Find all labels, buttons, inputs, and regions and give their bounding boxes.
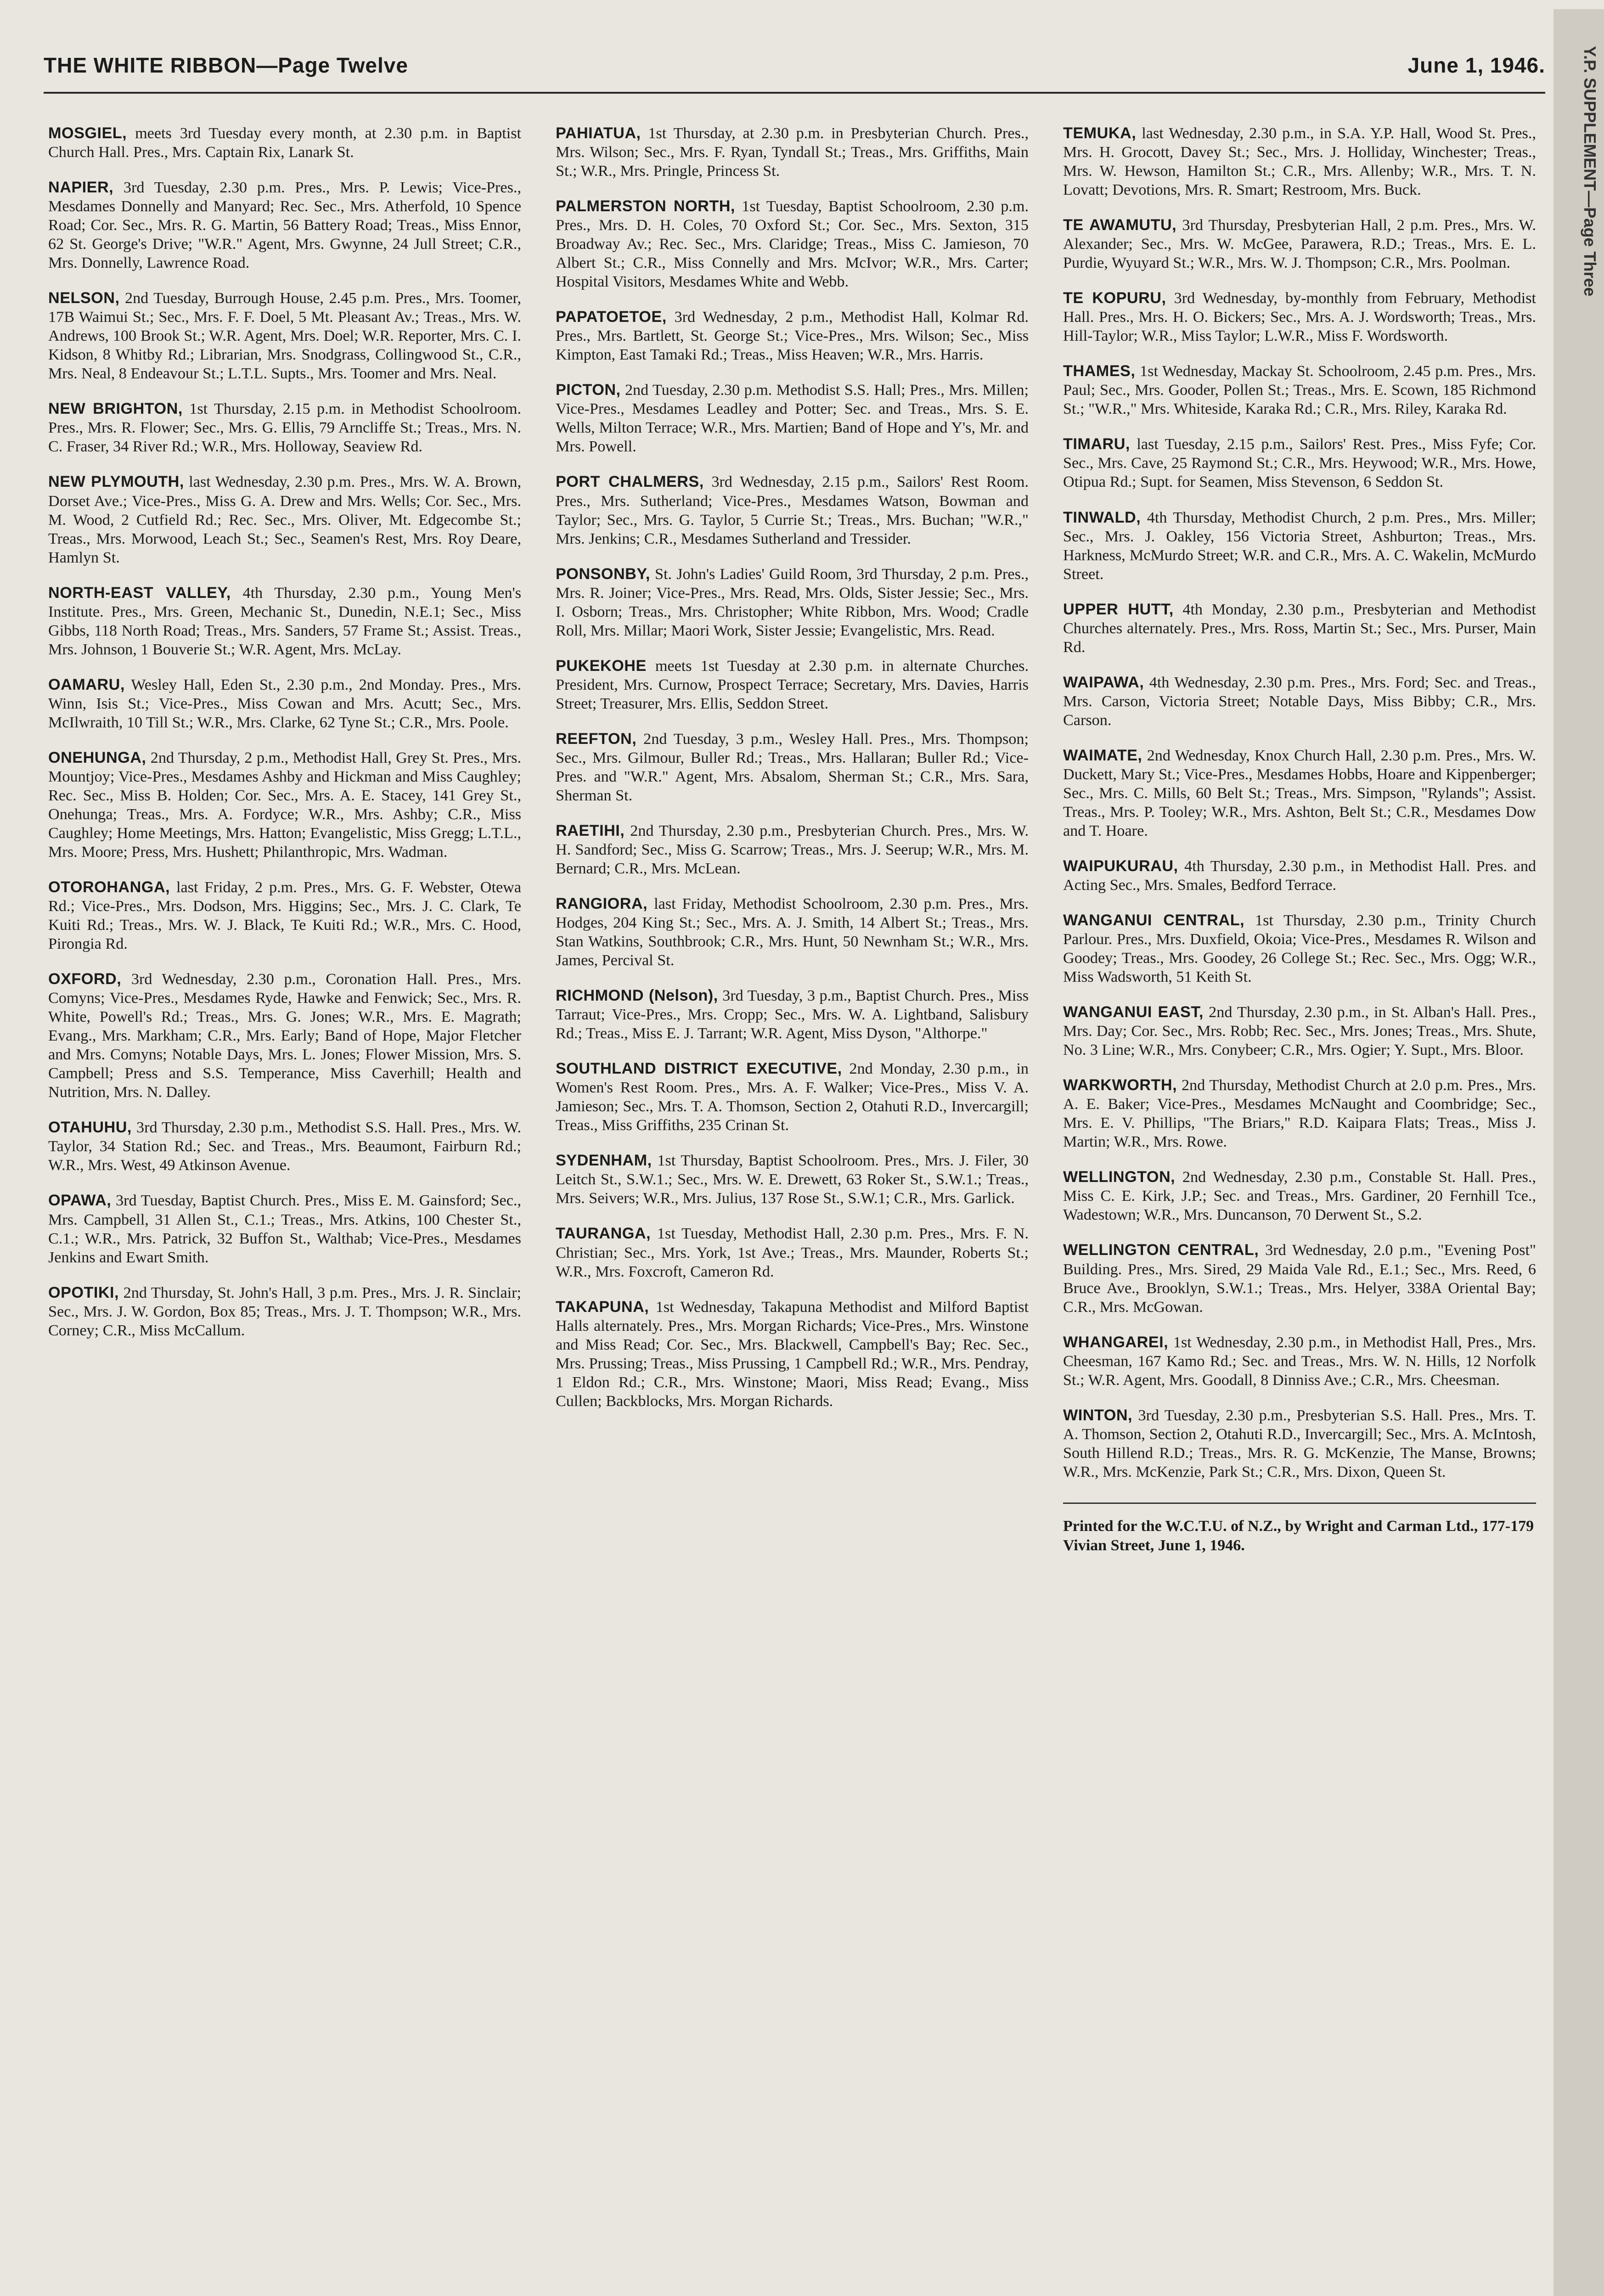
branch-name: TINWALD,	[1063, 508, 1141, 526]
branch-entry	[48, 1283, 521, 1340]
branch-entry	[48, 1191, 521, 1266]
branch-details: 1st Wednesday, 2.30 p.m., in Methodist Hall, Pres., Mrs. Cheesman, 167 Kamo Rd.; Sec. and Treas., Mrs. W. N. Hills, 12 Norfolk St.; W.R. Agent, Mrs. Goodall, 8 Dinniss Ave.; C.R., Mrs. Cheesman.	[1063, 1334, 1536, 1389]
branch-entry	[1063, 1003, 1536, 1059]
branch-name: PAHIATUA,	[556, 124, 641, 142]
branch-details: 2nd Thursday, 2.30 p.m., Presbyterian Church. Pres., Mrs. W. H. Sandford; Sec., Miss G. Scarrow; Treas., Mrs. J. Seerup; W.R., Mrs. M. Bernard; C.R., Mrs. McLean.	[556, 822, 1029, 877]
branch-name: TIMARU,	[1063, 435, 1130, 453]
branch-name: WELLINGTON,	[1063, 1168, 1176, 1186]
branch-entry	[48, 473, 521, 567]
printer-footer: Printed for the W.C.T.U. of N.Z., by Wright and Carman Ltd., 177-179 Vivian Street, June 1, 1946.	[1063, 1503, 1536, 1556]
branch-entry	[1063, 362, 1536, 418]
page-header	[44, 44, 1545, 94]
branch-details: 3rd Thursday, Presbyterian Hall, 2 p.m. Pres., Mrs. W. Alexander; Sec., Mrs. W. McGee, Parawera, R.D.; Treas., Mrs. E. L. Purdie, Wyuyard St.; W.R., Mrs. W. J. Thompson; C.R., Mrs. Poolman.	[1063, 217, 1536, 272]
branch-details: 1st Wednesday, Takapuna Methodist and Milford Baptist Halls alternately. Pres., Mrs. Morgan Richards; Vice-Pres., Mrs. Winstone and Miss Read; Cor. Sec., Mrs. Blackwell, Campbell's Bay; Rec. Sec., Mrs. Prussing; Treas., Miss Prussing, 1 Campbell Rd.; W.R., Mrs. Pendray, 1 Eldon Rd.; C.R., Mrs. Winstone; Maori, Miss Read; Evang., Miss Cullen; Backblocks, Mrs. Morgan Richards.	[556, 1298, 1029, 1410]
branch-details: 1st Tuesday, Methodist Hall, 2.30 p.m. Pres., Mrs. F. N. Christian; Sec., Mrs. York, 1st Ave.; Treas., Mrs. Maunder, Roberts St.; W.R., Mrs. Foxcroft, Cameron Rd.	[556, 1225, 1029, 1280]
branch-name: PALMERSTON NORTH,	[556, 197, 735, 215]
branch-details: 3rd Tuesday, 2.30 p.m. Pres., Mrs. P. Lewis; Vice-Pres., Mesdames Donnelly and Manyard; Rec. Sec., Mrs. Atherfold, 10 Spence Road; Cor. Sec., Mrs. R. G. Martin, 56 Battery Road; Treas., Miss Ennor, 62 St. George's Drive; "W.R." Agent, Mrs. Gwynne, 24 Jull Street; C.R., Mrs. Donnelly, Lawrence Road.	[48, 179, 521, 272]
branch-entry	[556, 986, 1029, 1043]
branch-details: 1st Thursday, 2.30 p.m., Trinity Church Parlour. Pres., Mrs. Duxfield, Okoia; Vice-Pres., Mesdames R. Wilson and Goodey; Treas., Mrs. Goodey, 26 College St.; Rec. Sec., Mrs. Ogg; W.R., Miss Wadsworth, 51 Keith St.	[1063, 912, 1536, 986]
column-3	[1063, 124, 1536, 2296]
branch-name: PORT CHALMERS,	[556, 473, 704, 491]
branch-entry	[1063, 1241, 1536, 1316]
branch-entry	[1063, 857, 1536, 895]
branch-name: WINTON,	[1063, 1406, 1133, 1424]
branch-name: WAIMATE,	[1063, 746, 1142, 764]
branch-entry	[1063, 1406, 1536, 1481]
branch-details: last Friday, Methodist Schoolroom, 2.30 p.m. Pres., Mrs. Hodges, 204 King St.; Sec., Mrs. A. J. Smith, 14 Albert St.; Treas., Mrs. Stan Watkins, Southbrook; C.R., Mrs. Hunt, 50 Newnham St.; W.R., Mrs. James, Percival St.	[556, 895, 1029, 969]
branch-entry	[556, 1298, 1029, 1411]
branch-details: 2nd Wednesday, Knox Church Hall, 2.30 p.m. Pres., Mrs. W. Duckett, Mary St.; Vice-Pres., Mesdames Hobbs, Hoare and Kippenberger; Sec., Mrs. C. Mills, 60 Belt St.; Treas., Mrs. Simpson, "Rylands"; Assist. Treas., Mrs. P. Tooley; W.R., Mrs. Ashton, Belt St.; C.R., Mesdames Dow and T. Hoare.	[1063, 747, 1536, 839]
branch-details: 1st Wednesday, Mackay St. Schoolroom, 2.45 p.m. Pres., Mrs. Paul; Sec., Mrs. Gooder, Pollen St.; Treas., Mrs. E. Scown, 185 Richmond St.; "W.R.," Mrs. Whiteside, Karaka Rd.; C.R., Mrs. Riley, Karaka Rd.	[1063, 363, 1536, 418]
branch-entry	[556, 1151, 1029, 1208]
side-strip	[1553, 9, 1604, 2296]
branch-name: PONSONBY,	[556, 565, 650, 583]
branch-entry	[556, 197, 1029, 291]
branch-name: WANGANUI EAST,	[1063, 1003, 1204, 1021]
branch-entry	[1063, 124, 1536, 199]
branch-details: Wesley Hall, Eden St., 2.30 p.m., 2nd Monday. Pres., Mrs. Winn, Isis St.; Vice-Pres., Miss Cowan and Mrs. Acutt; Sec., Mrs. McIlwraith, 10 Till St.; W.R., Mrs. Clarke, 62 Tyne St.; C.R., Mrs. Poole.	[48, 676, 521, 731]
branch-name: WHANGAREI,	[1063, 1333, 1169, 1351]
branch-name: WARKWORTH,	[1063, 1076, 1177, 1094]
branch-details: last Tuesday, 2.15 p.m., Sailors' Rest. Pres., Miss Fyfe; Cor. Sec., Mrs. Cave, 25 Raymond St.; C.R., Mrs. Heywood; W.R., Mrs. Howe, Otipua Rd.; Supt. for Seamen, Miss Stevenson, 6 Seddon St.	[1063, 436, 1536, 491]
branch-entry	[556, 1059, 1029, 1135]
branch-name: NELSON,	[48, 289, 120, 307]
column-2	[556, 124, 1029, 2296]
branch-name: RICHMOND (Nelson),	[556, 987, 718, 1005]
branch-name: SYDENHAM,	[556, 1152, 652, 1170]
branch-name: OAMARU,	[48, 675, 125, 693]
branch-details: last Wednesday, 2.30 p.m. Pres., Mrs. W. A. Brown, Dorset Ave.; Vice-Pres., Miss G. A. Drew and Mrs. Wells; Cor. Sec., Mrs. M. Wood, 2 Cutfield Rd.; Rec. Sec., Mrs. Oliver, Mt. Edgecombe St.; Treas., Mrs. Morwood, Leach St.; Sec., Seamen's Rest, Mrs. Roy Deare, Hamlyn St.	[48, 473, 521, 566]
branch-entry	[48, 400, 521, 456]
branch-name: THAMES,	[1063, 362, 1136, 380]
branch-details: last Friday, 2 p.m. Pres., Mrs. G. F. Webster, Otewa Rd.; Vice-Pres., Mrs. Dodson, Mrs. Higgins; Sec., Mrs. J. C. Clark, Te Kuiti Rd.; Treas., Mrs. W. J. Black, Te Kuiti Rd.; W.R., Mrs. C. Hood, Pirongia Rd.	[48, 879, 521, 953]
branch-entry	[1063, 289, 1536, 345]
branch-entry	[48, 178, 521, 272]
branch-entry	[48, 289, 521, 383]
branch-details: 2nd Thursday, St. John's Hall, 3 p.m. Pres., Mrs. J. R. Sinclair; Sec., Mrs. J. W. Gordon, Box 85; Treas., Mrs. J. T. Thompson; W.R., Mrs. Corney; C.R., Miss McCallum.	[48, 1284, 521, 1339]
branch-name: OXFORD,	[48, 970, 122, 988]
side-label: Y.P. SUPPLEMENT—Page Three	[1581, 46, 1599, 297]
branch-entry	[48, 675, 521, 732]
branch-details: 2nd Tuesday, 3 p.m., Wesley Hall. Pres., Mrs. Thompson; Sec., Mrs. Gilmour, Buller Rd.; Treas., Mrs. Hallaran; Buller Rd.; Vice-Pres. and "W.R." Agent, Mrs. Absalom, Sherman St.; C.R., Mrs. Sara, Sherman St.	[556, 730, 1029, 804]
branch-entry	[1063, 1168, 1536, 1224]
branch-name: NEW PLYMOUTH,	[48, 473, 184, 491]
branch-entry	[1063, 911, 1536, 986]
branch-entry	[48, 970, 521, 1102]
branch-name: SOUTHLAND DISTRICT EXECUTIVE,	[556, 1060, 842, 1078]
branch-details: 4th Thursday, Methodist Church, 2 p.m. Pres., Mrs. Miller; Sec., Mrs. J. Oakley, 156 Victoria Street, Ashburton; Treas., Mrs. Harkness, McMurdo Street; W.R. and C.R., Mrs. A. C. Wakelin, McMurdo Street.	[1063, 509, 1536, 583]
branch-entry	[556, 1224, 1029, 1281]
branch-details: meets 3rd Tuesday every month, at 2.30 p.m. in Baptist Church Hall. Pres., Mrs. Captain Rix, Lanark St.	[48, 125, 521, 161]
branch-details: 2nd Wednesday, 2.30 p.m., Constable St. Hall. Pres., Miss C. E. Kirk, J.P.; Sec. and Treas., Mrs. Gardiner, 20 Fernhill Tce., Wadestown; W.R., Mrs. Duncanson, 70 Derwent St., S.2.	[1063, 1169, 1536, 1224]
branch-entry	[556, 895, 1029, 970]
branch-details: 3rd Wednesday, 2.30 p.m., Coronation Hall. Pres., Mrs. Comyns; Vice-Pres., Mesdames Ryde, Hawke and Fenwick; Sec., Mrs. R. White, Powell's Rd.; Treas., Mrs. G. Jones; W.R., Mrs. E. Magrath; Evang., Mrs. Markham; C.R., Mrs. Early; Band of Hope, Major Fletcher and Mrs. Comyns; Notable Days, Mrs. L. Jones; Flower Mission, Mrs. S. Campbell; Press and S.S. Temperance, Miss Caverhill; Health and Nutrition, Mrs. N. Dalley.	[48, 971, 521, 1101]
branch-name: MOSGIEL,	[48, 124, 127, 142]
branch-entry	[1063, 1076, 1536, 1151]
branch-name: TAURANGA,	[556, 1225, 651, 1243]
branch-details: 3rd Wednesday, 2.15 p.m., Sailors' Rest Room. Pres., Mrs. Sutherland; Vice-Pres., Mesdames Watson, Bowman and Taylor; Sec., Mrs. G. Taylor, 5 Currie St.; Treas., Mrs. Buchan; "W.R.," Mrs. Jenkins; C.R., Mesdames Sutherland and Tressider.	[556, 473, 1029, 547]
branch-entry	[1063, 673, 1536, 730]
branch-details: 1st Tuesday, Baptist Schoolroom, 2.30 p.m. Pres., Mrs. D. H. Coles, 70 Oxford St.; Cor. Sec., Mrs. Sexton, 315 Broadway Av.; Rec. Sec., Mrs. Claridge; Treas., Miss C. Jamieson, 70 Albert St.; C.R., Miss Connelly and Mrs. McIvor; W.R., Mrs. Carter; Hospital Visitors, Mesdames White and Webb.	[556, 198, 1029, 291]
branch-entry	[48, 584, 521, 659]
branch-name: PICTON,	[556, 381, 621, 399]
branch-entry	[48, 748, 521, 861]
page-date: June 1, 1946.	[1407, 53, 1545, 77]
branch-entry	[1063, 600, 1536, 657]
branch-name: OPOTIKI,	[48, 1283, 119, 1301]
branch-details: 2nd Tuesday, 2.30 p.m. Methodist S.S. Hall; Pres., Mrs. Millen; Vice-Pres., Mesdames Leadley and Potter; Sec. and Treas., Mrs. S. E. Wells, Milton Terrace; W.R., Mrs. Martien; Band of Hope and Y's, Mr. and Mrs. Powell.	[556, 382, 1029, 456]
branch-entry	[556, 381, 1029, 456]
branch-details: 4th Monday, 2.30 p.m., Presbyterian and Methodist Churches alternately. Pres., Mrs. Ross, Martin St.; Sec., Mrs. Purser, Main Rd.	[1063, 601, 1536, 656]
branch-entry	[556, 308, 1029, 364]
branch-details: 4th Thursday, 2.30 p.m., Young Men's Institute. Pres., Mrs. Green, Mechanic St., Dunedin, N.E.1; Sec., Miss Gibbs, 118 North Road; Treas., Mrs. Sanders, 57 Frame St.; Assist. Treas., Mrs. Johnson, 1 Bouverie St.; W.R. Agent, Mrs. McLay.	[48, 584, 521, 658]
branch-entry	[556, 657, 1029, 713]
branch-name: TAKAPUNA,	[556, 1298, 649, 1316]
branch-name: NORTH-EAST VALLEY,	[48, 584, 231, 602]
branch-name: NEW BRIGHTON,	[48, 400, 183, 418]
branch-entry	[556, 124, 1029, 180]
branch-entry	[48, 878, 521, 953]
branch-entry	[1063, 216, 1536, 272]
branch-name: PAPATOETOE,	[556, 308, 667, 326]
branch-name: TEMUKA,	[1063, 124, 1137, 142]
branch-name: OPAWA,	[48, 1192, 112, 1210]
branch-entry	[556, 730, 1029, 805]
page-title: THE WHITE RIBBON—Page Twelve	[44, 53, 408, 77]
branch-details: 2nd Thursday, 2 p.m., Methodist Hall, Grey St. Pres., Mrs. Mountjoy; Vice-Pres., Mesdames Ashby and Hickman and Miss Caughley; Rec. Sec., Miss B. Holden; Cor. Sec., Mrs. A. E. Stacey, 141 Grey St., Onehunga; Treas., Mrs. A. Fordyce; W.R., Mrs. Ashby; C.R., Miss Caughley; Home Meetings, Mrs. Hatton; Evangelistic, Miss Gregg; L.T.L., Mrs. Moore; Press, Mrs. Hushett; Philanthropic, Mrs. Wadman.	[48, 749, 521, 861]
branch-name: WAIPAWA,	[1063, 673, 1144, 691]
branch-details: St. John's Ladies' Guild Room, 3rd Thursday, 2 p.m. Pres., Mrs. R. Joiner; Vice-Pres., Mrs. Read, Mrs. Olds, Sister Jessie; Sec., Mrs. I. Osborn; Treas., Mrs. Christopher; White Ribbon, Mrs. Wood; Cradle Roll, Mrs. Millar; Maori Work, Sister Jessie; Evangelistic, Mrs. Read.	[556, 565, 1029, 639]
branch-name: TE KOPURU,	[1063, 289, 1166, 307]
branch-entry	[556, 473, 1029, 548]
branch-name: ONEHUNGA,	[48, 748, 146, 766]
branch-details: last Wednesday, 2.30 p.m., in S.A. Y.P. Hall, Wood St. Pres., Mrs. H. Grocott, Davey St.; Sec., Mrs. J. Holliday, Winchester; Treas., Mrs. W. Hewson, Hamilton St.; C.R., Mrs. Allenby; W.R., Mrs. T. N. Lovatt; Devotions, Mrs. R. Smart; Restroom, Mrs. Buck.	[1063, 125, 1536, 199]
branch-details: 2nd Tuesday, Burrough House, 2.45 p.m. Pres., Mrs. Toomer, 17B Waimui St.; Sec., Mrs. F. F. Doel, 5 Mt. Pleasant Av.; Treas., Mrs. W. Andrews, 100 Brook St.; W.R. Agent, Mrs. Doel; W.R. Reporter, Mrs. C. I. Kidson, 8 Whitby Rd.; Librarian, Mrs. Snodgrass, Collingwood St., C.R., Mrs. Neal, 8 Endeavour St.; L.T.L. Supts., Mrs. Toomer and Mrs. Neal.	[48, 290, 521, 383]
branch-details: 4th Thursday, 2.30 p.m., in Methodist Hall. Pres. and Acting Sec., Mrs. Smales, Bedford Terrace.	[1063, 857, 1536, 894]
branch-details: 3rd Tuesday, 2.30 p.m., Presbyterian S.S. Hall. Pres., Mrs. T. A. Thomson, Section 2, Otahuti R.D., Invercargill; Sec., Mrs. A. McIntosh, South Hillend R.D.; Treas., Mrs. R. G. McKenzie, The Manse, Browns; W.R., Mrs. McKenzie, Park St.; C.R., Mrs. Dixon, Queen St.	[1063, 1407, 1536, 1480]
branch-details: 2nd Thursday, Methodist Church at 2.0 p.m. Pres., Mrs. A. E. Baker; Vice-Pres., Mesdames McNaught and Coombridge; Sec., Mrs. E. V. Phillips, "The Briars," R.D. Kaipara Flats; Treas., Miss J. Martin; W.R., Mrs. Rowe.	[1063, 1077, 1536, 1151]
branch-name: REEFTON,	[556, 730, 637, 748]
branch-details: 1st Thursday, at 2.30 p.m. in Presbyterian Church. Pres., Mrs. Wilson; Sec., Mrs. F. Ryan, Tyndall St.; Treas., Mrs. Griffiths, Main St.; W.R., Mrs. Pringle, Princess St.	[556, 125, 1029, 180]
column-1	[48, 124, 521, 2296]
branch-name: RAETIHI,	[556, 822, 625, 839]
branch-name: UPPER HUTT,	[1063, 600, 1174, 618]
branch-details: 4th Wednesday, 2.30 p.m. Pres., Mrs. Ford; Sec. and Treas., Mrs. Carson, Victoria Street; Notable Days, Miss Bibby; C.R., Mrs. Carson.	[1063, 674, 1536, 729]
branch-entry	[48, 124, 521, 162]
branch-entry	[1063, 1333, 1536, 1390]
branch-details: 3rd Wednesday, by-monthly from February, Methodist Hall. Pres., Mrs. H. O. Bickers; Sec., Mrs. A. J. Wordsworth; Treas., Mrs. Hill-Taylor; W.R., Miss Taylor; L.W.R., Miss F. Wordsworth.	[1063, 290, 1536, 345]
branch-details: 1st Thursday, Baptist Schoolroom. Pres., Mrs. J. Filer, 30 Leitch St., S.W.1.; Sec., Mrs. W. E. Drewett, 63 Roker St., S.W.1.; Treas., Mrs. Seivers; W.R., Mrs. Julius, 137 Rose St., S.W.1; C.R., Mrs. Garlick.	[556, 1152, 1029, 1207]
branch-name: OTOROHANGA,	[48, 878, 170, 896]
branch-name: WELLINGTON CENTRAL,	[1063, 1241, 1259, 1259]
branch-entry	[556, 822, 1029, 878]
branch-entry	[1063, 508, 1536, 584]
branch-name: TE AWAMUTU,	[1063, 216, 1177, 234]
branch-entry	[1063, 746, 1536, 840]
branch-details: 3rd Tuesday, 3 p.m., Baptist Church. Pres., Miss Tarraut; Vice-Pres., Mrs. Cropp; Sec., Mrs. W. A. Lightband, Salisbury Rd.; Treas., Miss E. J. Tarrant; W.R. Agent, Miss Dyson, "Althorpe."	[556, 987, 1029, 1042]
branch-details: 1st Thursday, 2.15 p.m. in Methodist Schoolroom. Pres., Mrs. R. Flower; Sec., Mrs. G. Ellis, 79 Arncliffe St.; Treas., Mrs. N. C. Fraser, 34 River Rd.; W.R., Mrs. Holloway, Seaview Rd.	[48, 400, 521, 456]
branch-entry	[1063, 435, 1536, 491]
branch-details: meets 1st Tuesday at 2.30 p.m. in alternate Churches. President, Mrs. Curnow, Prospect Terrace; Secretary, Mrs. Davies, Harris Street; Treasurer, Mrs. Ellis, Seddon Street.	[556, 657, 1029, 712]
branch-name: OTAHUHU,	[48, 1119, 132, 1137]
branch-entry	[556, 565, 1029, 640]
branch-name: NAPIER,	[48, 179, 114, 197]
branch-details: 3rd Wednesday, 2.0 p.m., "Evening Post" Building. Pres., Mrs. Sired, 29 Maida Vale Rd., E.1.; Sec., Mrs. Reed, 6 Bruce Ave., Brooklyn, S.W.1.; Treas., Mrs. Helyer, 338A Oriental Bay; C.R., Mrs. McGowan.	[1063, 1242, 1536, 1316]
columns	[48, 124, 1536, 2296]
branch-details: 2nd Monday, 2.30 p.m., in Women's Rest Room. Pres., Mrs. A. F. Walker; Vice-Pres., Miss V. A. Jamieson; Sec., Mrs. T. A. Thomson, Section 2, Otahuti R.D., Invercargill; Treas., Miss Griffiths, 235 Crinan St.	[556, 1060, 1029, 1134]
branch-entry	[48, 1118, 521, 1175]
branch-name: PUKEKOHE	[556, 657, 647, 675]
branch-details: 2nd Thursday, 2.30 p.m., in St. Alban's Hall. Pres., Mrs. Day; Cor. Sec., Mrs. Robb; Rec. Sec., Mrs. Jones; Treas., Mrs. Shute, No. 3 Line; W.R., Mrs. Conybeer; C.R., Mrs. Ogier; Y. Supt., Mrs. Bloor.	[1063, 1004, 1536, 1059]
branch-details: 3rd Thursday, 2.30 p.m., Methodist S.S. Hall. Pres., Mrs. W. Taylor, 34 Station Rd.; Sec. and Treas., Mrs. Beaumont, Fairburn Rd.; W.R., Mrs. West, 49 Atkinson Avenue.	[48, 1119, 521, 1174]
header-rule	[44, 92, 1545, 94]
branch-name: RANGIORA,	[556, 895, 648, 913]
branch-details: 3rd Tuesday, Baptist Church. Pres., Miss E. M. Gainsford; Sec., Mrs. Campbell, 31 Allen St., C.1.; Treas., Mrs. Atkins, 100 Chester St., C.1.; W.R., Mrs. Patrick, 32 Buffon St., Walthab; Vice-Pres., Mesdames Jenkins and Ewart Smith.	[48, 1192, 521, 1266]
branch-name: WANGANUI CENTRAL,	[1063, 912, 1245, 929]
branch-name: WAIPUKURAU,	[1063, 857, 1178, 875]
branch-details: 3rd Wednesday, 2 p.m., Methodist Hall, Kolmar Rd. Pres., Mrs. Bartlett, St. George St.; Vice-Pres., Mrs. Wilson; Sec., Miss Kimpton, East Tamaki Rd.; Treas., Miss Heaven; W.R., Mrs. Harris.	[556, 309, 1029, 364]
